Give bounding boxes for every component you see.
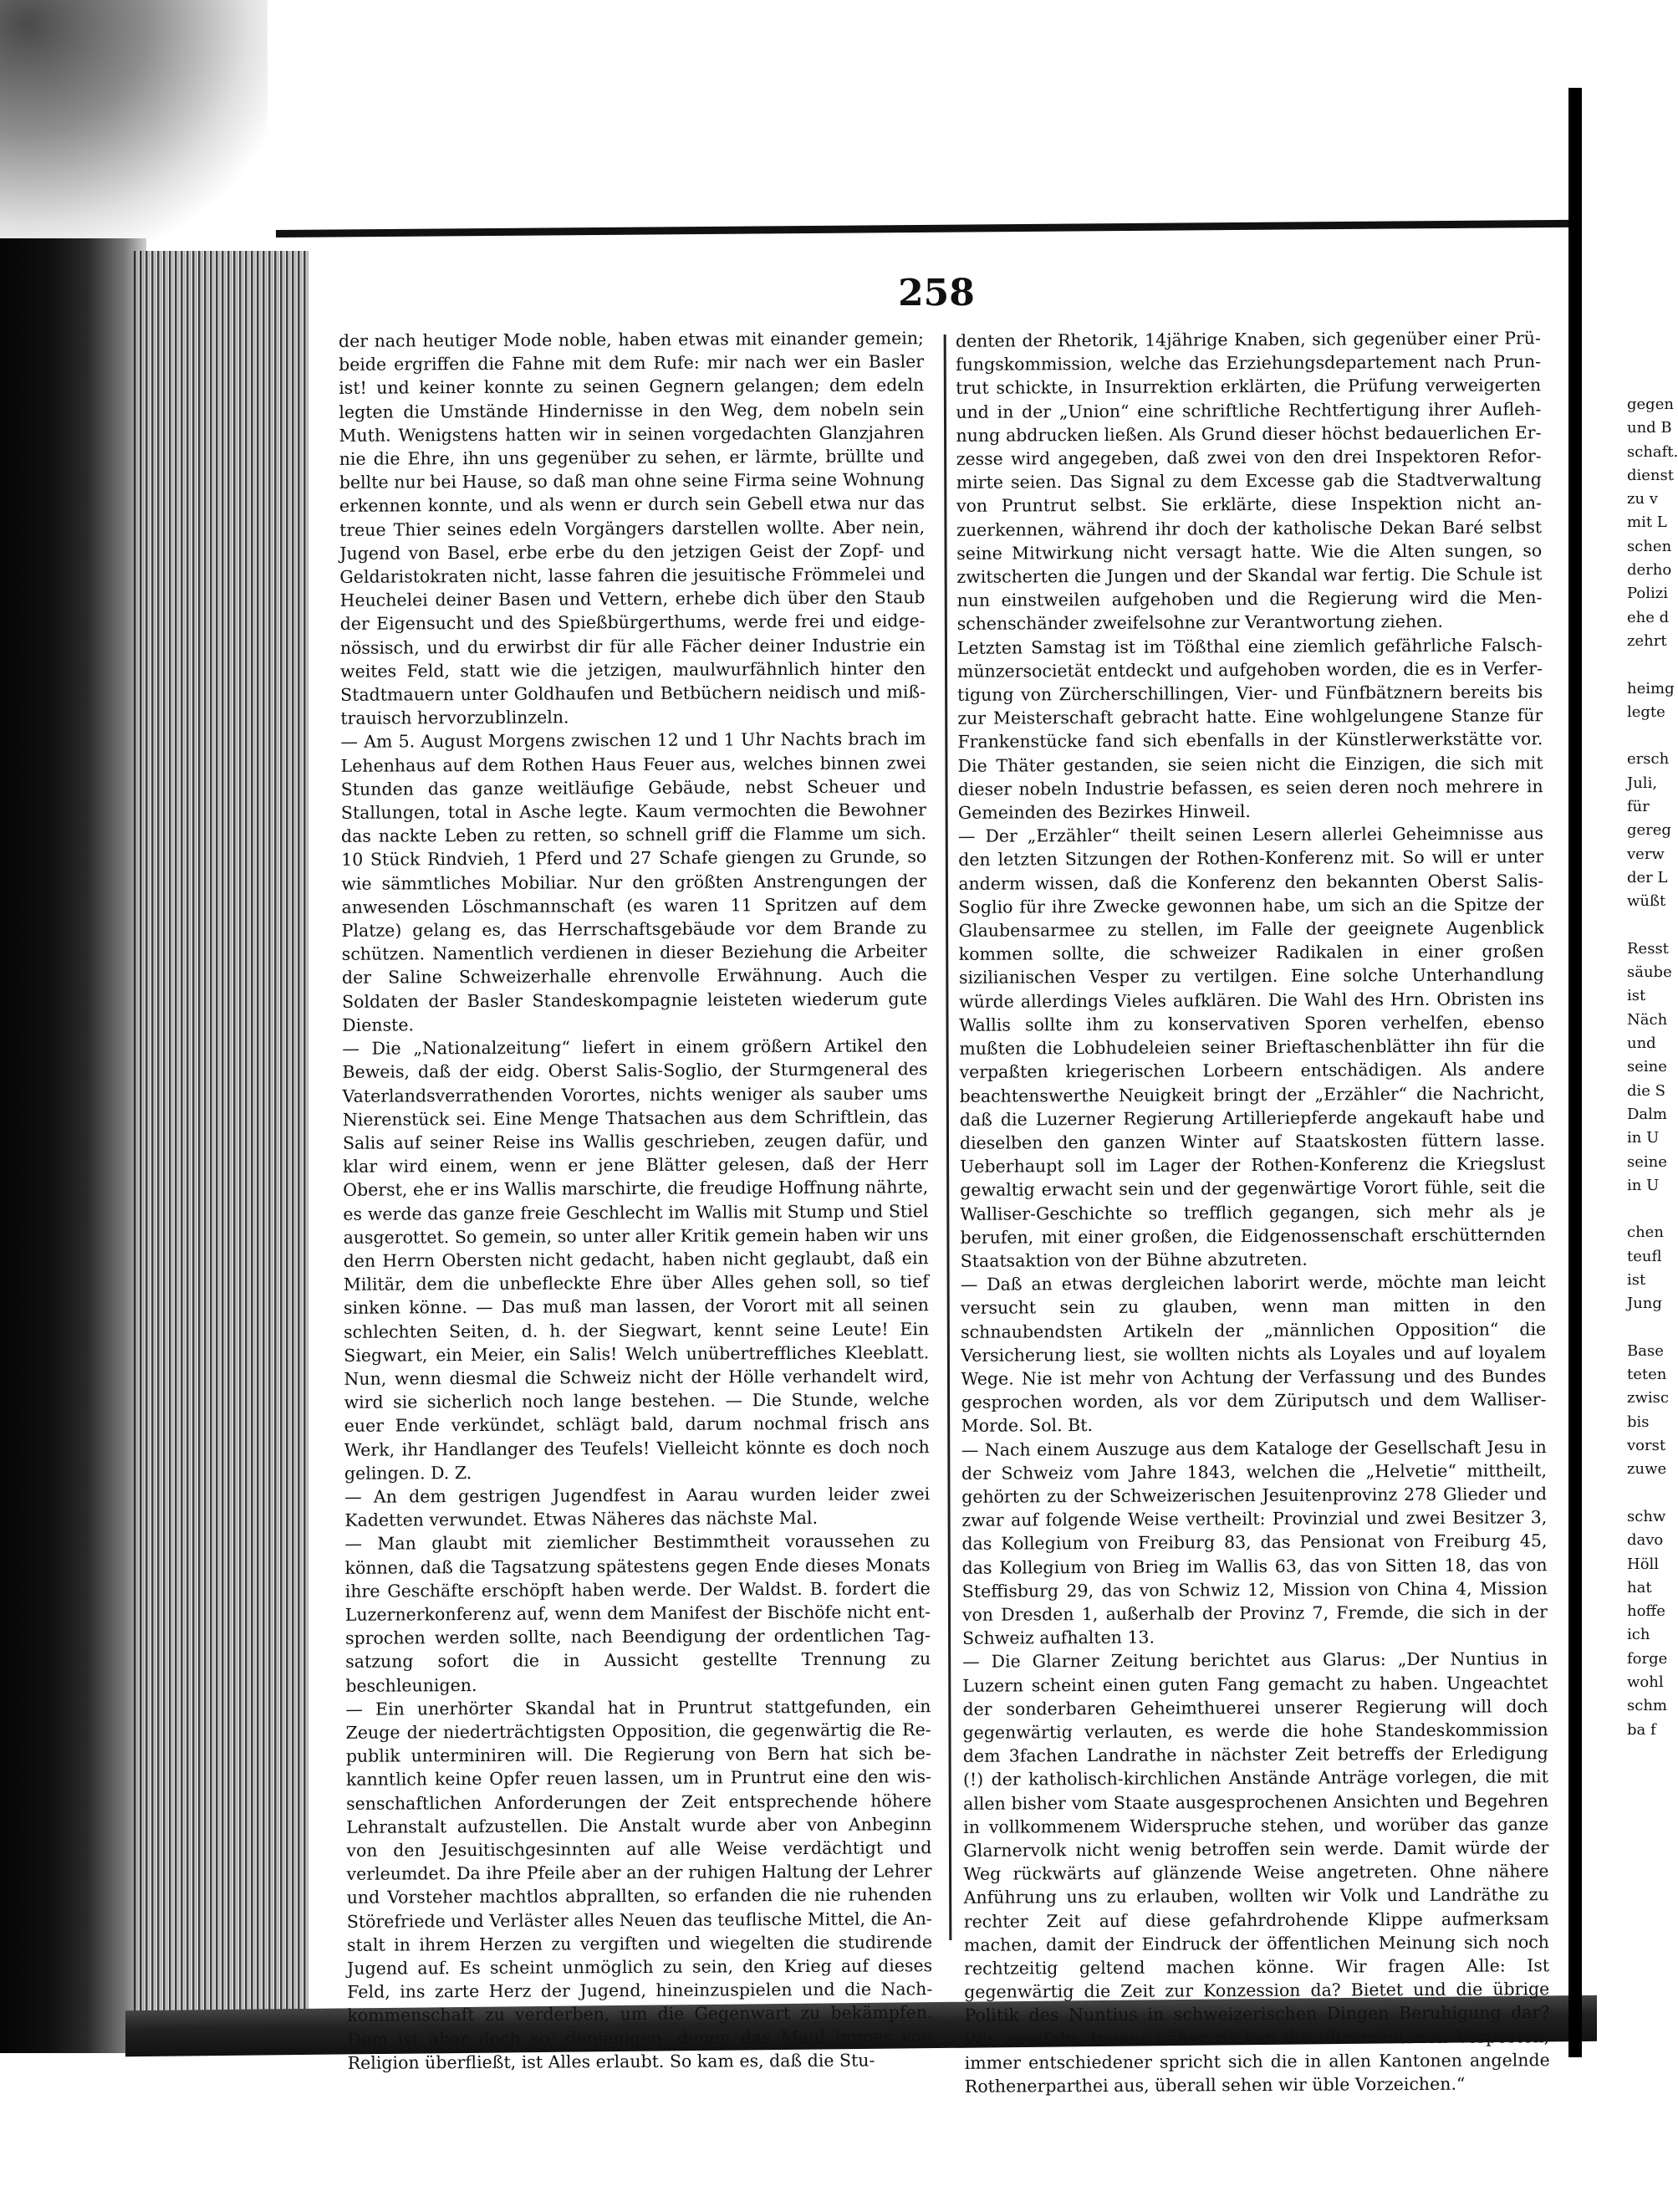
paragraph: — Am 5. August Morgens zwischen 12 und 1 Uhr Nachts brach im Lehenhaus auf dem Rothen Haus Feuer aus, welches binnen zwei Stunden das ganze weitläufige Gebäude, nebst Scheuer und Stallungen, total in Asche legte. Kaum vermochten die Bewohner das nackte Leben zu retten, so schnell griff die Flamme um sich. 10 Stück Rindvieh, 1 Pferd und 27 Schafe giengen zu Grunde, so wie sämmtliches Mobiliar. Nur den größten Anstrengungen der anwesenden Löschmannschaft (es waren 11 Spritzen auf dem Platze) gelang es, das Herrschaftsgebäude vor dem Brande zu schützen. Namentlich verdienen in dieser Beziehung die Arbeiter der Saline Schweizerhalle ehrenvolle Erwähnung. Auch die Soldaten der Basler Standeskompagnie leisteten wiederum gute Dienste. [340, 728, 928, 1035]
margin-fragment [1627, 1198, 1672, 1221]
margin-fragment: Polizi [1627, 585, 1668, 603]
margin-fragment: schaft. [1627, 442, 1678, 461]
margin-fragment: gegen [1627, 396, 1674, 413]
margin-fragment: ist [1627, 987, 1646, 1005]
margin-fragment [1627, 724, 1672, 748]
margin-fragment: ehe d [1627, 608, 1670, 626]
margin-fragment: Dalm [1627, 1105, 1667, 1123]
scan-smudge [0, 0, 268, 243]
gutter-bar [1568, 88, 1582, 2057]
margin-fragment: teten [1627, 1366, 1667, 1384]
margin-fragment: Resst [1627, 939, 1669, 958]
margin-fragment: schw [1627, 1507, 1666, 1525]
book-spine-shadow [0, 238, 146, 2053]
paragraph: — Der „Erzähler“ theilt seinen Lesern allerlei Geheimnisse aus den letzten Sitzungen der Rothen-Konferenz mit. So will er unter anderm wissen, daß die Konferenz den bekannten Oberst Salis-Soglio für ihre Zwecke gewonnen habe, um sich an die Spitze der Glaubensarmee zu stellen, im Falle der geeignete Augenblick kommen sollte, die schweizer Radikalen in einer großen sizilianischen Vesper zu vertilgen. Eine solche Unterhandlung würde allerdings Vieles aufklären. Die Wahl des Hrn. Obristen ins Wallis sollte ihm zu konservativen Sporen verhelfen, ebenso mußten die Lobhudeleien seiner Brieftaschenblätter ihn für die verpaßten kriegerischen Lorbeern entschädigen. Als andere beachtenswerthe Neuigkeit bringt der „Erzähler“ die Nachricht, daß die Luzerner Regierung Artilleriepferde angekauft habe und dieselben den ganzen Winter auf Staatskosten füttern lasse. Ueberhaupt soll im Lager der Rothen-Konferenz die Kriegslust gewaltig erwacht sein und der gegenwärtige Vorort fühle, seit die Walliser-Geschichte so trefflich gegangen, sich mehr als je berufen, mit einer großen, die Eidgenossenschaft erschütternden Staatsaktion von der Bühne abzutreten. [957, 823, 1546, 1271]
margin-fragment: gereg [1627, 821, 1671, 840]
margin-fragment: für [1627, 798, 1650, 816]
margin-fragment: hat [1627, 1578, 1652, 1596]
margin-fragment: seine [1627, 1152, 1667, 1171]
margin-fragment: heimg [1627, 679, 1675, 697]
margin-fragment: vorst [1627, 1437, 1666, 1455]
margin-fragment: legte [1627, 702, 1665, 721]
margin-fragment: Juli, [1627, 774, 1658, 792]
margin-fragment: Jung [1627, 1295, 1662, 1313]
page-number: 258 [898, 272, 975, 314]
margin-fragment: hoffe [1627, 1602, 1665, 1621]
margin-fragment: dienst [1627, 466, 1674, 484]
margin-fragment: in U [1627, 1129, 1660, 1147]
margin-fragment: seine [1627, 1058, 1667, 1076]
margin-fragment [1627, 653, 1672, 677]
paragraph: — Die „Nationalzeitung“ liefert in einem größern Artikel den Beweis, daß der eidg. Oberst Salis-Soglio, der Sturmgeneral des Vaterlandsverrathenden Vorortes, nichts weniger als sauber ums Nierenstück sei. Eine Menge Thatsachen aus dem Schriftlein, das Salis auf seiner Reise ins Wallis geschrieben, zeugen dafür, und klar wird einem, wenn er jene Blätter gelesen, daß der Herr Oberst, ehe er ins Wallis marschirte, die freudige Hoffnung nährte, es werde das ganze freie Geschlecht im Wallis mit Stump und Stiel ausgerottet. So gemein, so unter aller Kritik gemein haben wir uns den Herrn Obersten nicht gedacht, haben nicht geglaubt, daß ein Militär, dem die unbefleckte Ehre über Alles gehen soll, so tief sinken könne. — Das muß man lassen, der Vorort mit all seinen schlechten Seiten, d. h. der Siegwart, kennt seine Leute! Ein Siegwart, ein Meier, ein Salis! Welch unübertreffliches Kleeblatt. Nun, wenn diesmal die Schweiz nicht der Hölle verhandelt wird, wird sie sicherlich noch lange bestehen. — Die Stunde, welche euer Ende verkündet, schlägt bald, darum nochmal frisch ans Werk, ihr Handlanger des Teufels! Vielleicht könnte es doch noch gelingen. D. Z. [342, 1035, 930, 1484]
margin-fragment: wüßt [1627, 892, 1666, 911]
paragraph: der nach heutiger Mode noble, haben etwas mit einander gemein; beide ergriffen die Fahne mit dem Rufe: mir nach wer ein Basler ist! und keiner konnte zu seinen Gegnern gelangen; dem edeln legten die Umstände Hindernisse in den Weg, dem nobeln sein Muth. Wenigstens hatten wir in seinen vorgedachten Glanzjahren nie die Ehre, ihn uns gegenüber zu sehen, er lärmte, brüllte und bellte nur bei Hause, so daß man ohne seine Firma seine Wohnung erkennen konnte, und als wenn er durch sein Gebell etwa nur das treue Thier seines edeln Vorgängers darstellen wollte. Aber nein, Jugend von Basel, erbe erbe du den jetzigen Geist der Zopf- und Geldaristokraten nicht, lasse fahren die jesuitische Frömmelei und Heuchelei deiner Basen und Vettern, erhebe dich über den Staub der Eigensucht und des Spießbürgerthums, werde frei und eidgenössisch, und du erwirbst dir für alle Fächer deiner Industrie ein weites Feld, statt wie die jetzigen, maulwurfähnlich hinter den Stadtmauern unter Goldhaufen und Betbüchern neidisch und mißtrauisch hervorzublinzeln. [338, 328, 926, 729]
margin-fragment: wohl [1627, 1673, 1664, 1692]
margin-fragment: teufl [1627, 1247, 1662, 1265]
margin-fragment [1627, 1316, 1672, 1340]
text-column-right [955, 326, 1550, 2097]
margin-fragment: zehrt [1627, 631, 1667, 650]
margin-fragment: davo [1627, 1531, 1664, 1550]
margin-fragment: verw [1627, 845, 1665, 863]
margin-fragment: mit L [1627, 513, 1667, 532]
margin-fragment: ist [1627, 1270, 1646, 1289]
paragraph: denten der Rhetorik, 14jährige Knaben, sich gegenüber einer Prüfungskommission, welche das Erziehungsdepartement nach Pruntrut schickte, in Insurrektion erklärten, die Prüfung verweigerten und in der „Union“ eine schriftliche Rechtfertigung ihrer Auflehnung abdrucken ließen. Als Grund dieser höchst bedauerlichen Erzesse wird angegeben, daß zwei von den drei Inspektoren Reformirte seien. Das Signal zu dem Excesse gab die Stadtverwaltung von Pruntrut selbst. Sie erklärte, diese Inspektion nicht anzuerkennen, während ihr doch der katholische Dekan Baré selbst seine Mitwirkung nicht versagt hatte. Wie die Alten sungen, so zwitscherten die Jungen und der Skandal war fertig. Die Schule ist nun einstweilen aufgehoben und die Regierung wird die Menschenschänder zweifelsohne zur Verantwortung ziehen. [955, 328, 1543, 635]
paragraph: — An dem gestrigen Jugendfest in Aarau wurden leider zwei Kadetten verwundet. Etwas Näheres das nächste Mal. [344, 1484, 931, 1530]
margin-fragment: in U [1627, 1176, 1660, 1194]
paragraph: — Man glaubt mit ziemlicher Bestimmtheit voraussehen zu können, daß die Tagsatzung spätestens gegen Ende dieses Monats ihre Geschäfte erschöpft haben werde. Der Waldst. B. fordert die Luzernerkonferenz auf, wenn dem Manifest der Bischöfe nicht entsprochen werden sollte, nach Beendigung der ordentlichen Tagsatzung sofort die in Aussicht gestellte Trennung zu beschleunigen. [344, 1530, 931, 1696]
margin-fragment: ich [1627, 1626, 1650, 1644]
paragraph: — Nach einem Auszuge aus dem Kataloge der Gesellschaft Jesu in der Schweiz vom Jahre 1843, welchen die „Helvetie“ mittheilt, gehörten zu der Schweizerischen Jesuitenprovinz 278 Glieder und zwar auf folgende Weise vertheilt: Provinzial und zwei Besitzer 3, das Kollegium von Freiburg 83, das Pensionat von Freiburg 45, das Kollegium von Brieg im Wallis 63, das von Sitten 18, das von Steffisburg 29, das von Schwiz 12, Mission von China 4, Mission von Dresden 1, außerhalb der Provinz 7, Fremde, die sich in der Schweiz aufhalten 13. [961, 1436, 1548, 1648]
margin-fragment: Näch [1627, 1010, 1668, 1029]
text-column-left [338, 326, 933, 2073]
page-edges [134, 251, 309, 2032]
margin-fragment: chen [1627, 1223, 1664, 1242]
margin-fragment: Base [1627, 1341, 1664, 1360]
margin-fragment [1627, 914, 1672, 937]
header-rule [276, 220, 1580, 238]
paragraph: Letzten Samstag ist im Tößthal eine ziemlich gefährliche Falschmünzersocietät entdeckt und aufgehoben worden, die es in Verfertigung von Zürcherschillingen, Vier- und Fünfbätznern bereits bis zur Meisterschaft gebracht hatte. Eine wohlgelungene Stanze für Frankenstücke fand sich ebenfalls in der Künstlerwerkstätte vor. Die Thäter gestanden, sie seien nicht die Einzigen, die sich mit dieser nobeln Industrie befassen, es seien deren noch mehrere in Gemeinden des Bezirkes Hinweil. [956, 634, 1543, 823]
margin-fragment: bis [1627, 1413, 1650, 1431]
margin-fragment: zwisc [1627, 1389, 1669, 1407]
margin-fragment [1627, 1482, 1672, 1505]
margin-fragment: zu v [1627, 490, 1658, 508]
margin-fragment: forge [1627, 1649, 1668, 1668]
margin-fragment: schm [1627, 1697, 1667, 1715]
margin-fragment: zuwe [1627, 1460, 1667, 1479]
margin-fragment: schen [1627, 537, 1672, 555]
margin-fragment: säube [1627, 963, 1672, 982]
margin-fragment: die S [1627, 1081, 1665, 1100]
margin-fragment: und [1627, 1034, 1656, 1053]
paragraph: — Die Glarner Zeitung berichtet aus Glarus: „Der Nuntius in Luzern scheint einen guten Fang gemacht zu haben. Ungeachtet der sonderbaren Geheimthuerei unserer Regierung will doch gegenwärtig verlauten, es werde die hohe Standeskommission dem 3fachen Landrathe in nächster Zeit betreffs der Erledigung (!) der katholisch-kirchlichen Anstände Anträge vorlegen, die mit allen bisher vom Staate ausgesprochenen Ansichten und Begehren in vollkommenem Widerspruche stehen, und worüber das ganze Glarnervolk nicht wenig betroffen sein werde. Damit würde der Weg rückwärts auf glänzende Weise angetreten. Ohne nähere Anführung uns zu erlauben, wollten wir Volk und Landräthe zu rechter Zeit auf diese gefahrdrohende Klippe aufmerksam machen, damit der Eindruck der öffentlichen Meinung sich noch rechtzeitig geltend machen könne. Wir fragen Alle: Ist gegenwärtig die Zeit zur Konzession da? Bietet und die übrige Politik des Nuntius in schweizerischen Dingen Beruhigung dar? Wir zweifeln. Immer näher rücken die ultramontanen Vorposten; immer entschiedener spricht sich die in allen Kantonen angelnde Rothenerparthei aus, überall sehen wir üble Vorzeichen.“ [962, 1648, 1550, 2097]
column-divider [944, 335, 952, 1940]
margin-fragment: der L [1627, 868, 1668, 886]
adjacent-page-fragments [1627, 393, 1678, 1742]
margin-fragment: und B [1627, 419, 1672, 437]
margin-fragment: ersch [1627, 750, 1670, 769]
paragraph: — Daß an etwas dergleichen laborirt werde, möchte man leicht versucht sein zu glauben, wenn man mitten in den schnaubendsten Artikeln der „männlichen Opposition“ die Versicherung liest, sie wollten nichts als Loyales und auf loyalem Wege. Nie ist mehr von Achtung der Verfassung und des Bundes gesprochen worden, als vor dem Züriputsch und dem Walliser-Morde. Sol. Bt. [960, 1271, 1547, 1437]
paragraph: — Ein unerhörter Skandal hat in Pruntrut stattgefunden, ein Zeuge der niederträchtigsten Opposition, die gegenwärtig die Republik unterminiren will. Die Regierung von Bern hat sich bekanntlich keine Opfer reuen lassen, um in Pruntrut eine den wissenschaftlichen Anforderungen der Zeit entsprechende höhere Lehranstalt aufzustellen. Die Anstalt wurde aber von Anbeginn von den Jesuitischgesinnten auf alle Weise verdächtigt und verleumdet. Da ihre Pfeile aber an der ruhigen Haltung der Lehrer und Vorsteher machtlos abprallten, so erfanden die nie ruhenden Störefriede und Verläster alles Neuen das teuflische Mittel, die Anstalt in ihrem Herzen zu vergiften und wiegelten die studirende Jugend auf. Es scheint unmöglich zu sein, den Krieg auf dieses Feld, ins zarte Herz der Jugend, hineinzuspielen und die Nachkommenschaft zu verderben, um die Gegenwart zu bekämpfen. Dem ist aber doch so; denjenigen, denen das Maul immer von Religion überfließt, ist Alles erlaubt. So kam es, daß die Stu- [345, 1695, 933, 2073]
margin-fragment: ba f [1627, 1720, 1656, 1739]
margin-fragment: derho [1627, 561, 1672, 580]
margin-fragment: Höll [1627, 1555, 1660, 1573]
